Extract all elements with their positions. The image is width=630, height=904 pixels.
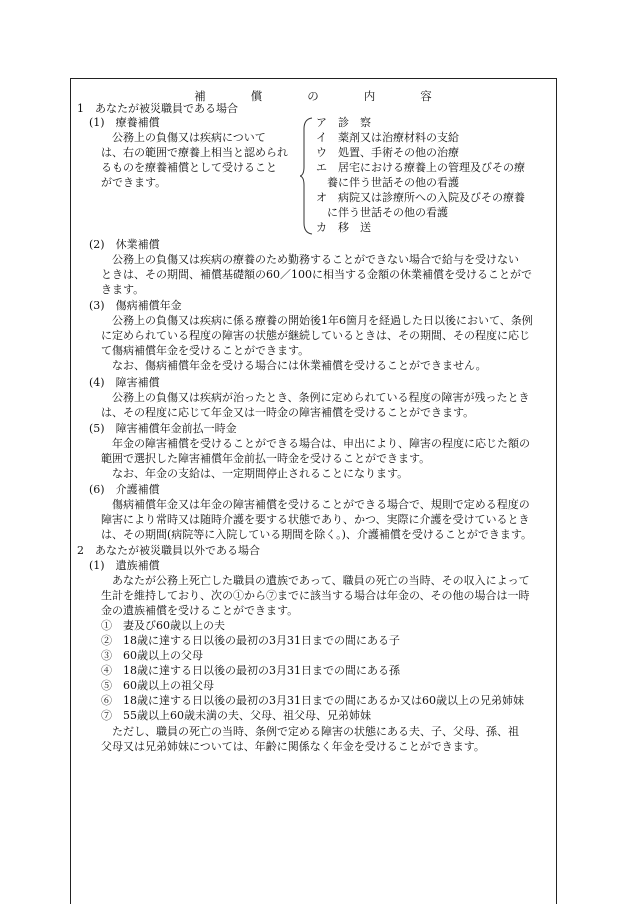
title-char: 償 <box>250 89 264 103</box>
kaigo-line: 障害により常時又は随時介護を要する状態であり、かつ、実際に介護を受けているとき <box>101 513 530 526</box>
ryoyo-item: イ 薬剤又は治療材料の支給 <box>316 131 459 144</box>
izoku-list-item: ① 妻及び60歳以上の夫 <box>101 619 225 632</box>
ryoyo-desc-line: ができます。 <box>101 176 167 189</box>
ryoyo-item: 養に伴う世話その他の看護 <box>316 176 459 189</box>
ryoyo-item: に伴う世話その他の看護 <box>316 206 448 219</box>
maebarai-line: なお、年金の支給は、一定期間停止されることになります。 <box>101 467 409 480</box>
izoku-list-item: ⑥ 18歳に達する日以後の最初の3月31日までの間にあるか又は60歳以上の兄弟姉妹 <box>101 694 524 707</box>
ryoyo-desc-line: は、右の範囲で療養上相当と認められ <box>101 146 288 159</box>
kyugyo-line: ときは、その期間、補償基礎額の60／100に相当する金額の休業補償を受けることがで <box>101 268 532 281</box>
izoku-intro-line: 金の遺族補償を受けることができます。 <box>101 604 299 617</box>
izoku-intro-line: あなたが公務上死亡した職員の遺族であって、職員の死亡の当時、その収入によって <box>101 574 530 587</box>
kaigo-line: 傷病補償年金又は年金の障害補償を受けることができる場合で、規則で定める程度の <box>101 498 530 511</box>
kyugyo-line: 公務上の負傷又は疾病の療養のため勤務することができない場合で給与を受けない <box>101 253 519 266</box>
section1-heading: 1 あなたが被災職員である場合 <box>77 102 238 115</box>
kaigo-heading: (6) 介護補償 <box>89 483 160 496</box>
maebarai-line: 年金の障害補償を受けることができる場合は、申出により、障害の程度に応じた額の <box>101 437 530 450</box>
izoku-intro-line: 生計を維持しており、次の①から⑦までに該当する場合は年金の、その他の場合は一時 <box>101 589 530 602</box>
title-char: 補 <box>194 89 207 103</box>
title-char: 内 <box>363 89 377 103</box>
maebarai-heading: (5) 障害補償年金前払一時金 <box>89 422 237 435</box>
ryoyo-item: ウ 処置、手術その他の治療 <box>316 146 459 159</box>
title-char: の <box>307 89 320 103</box>
kyugyo-heading: (2) 休業補償 <box>89 238 160 251</box>
shobyo-line: なお、傷病補償年金を受ける場合には休業補償を受けることができません。 <box>101 359 487 372</box>
izoku-note-line: 父母又は兄弟姉妹については、年齢に関係なく年金を受けることができます。 <box>101 740 485 753</box>
ryoyo-item: オ 病院又は診療所への入院及びその療養 <box>316 191 525 204</box>
izoku-list-item: ④ 18歳に達する日以後の最初の3月31日までの間にある孫 <box>101 664 400 677</box>
shogai-line: は、その程度に応じて年金又は一時金の障害補償を受けることができます。 <box>101 406 475 419</box>
ryoyo-item: カ 移 送 <box>316 221 371 234</box>
maebarai-line: 範囲で選択した障害補償年金前払一時金を受けることができます。 <box>101 452 431 465</box>
kyugyo-line: きます。 <box>101 283 145 296</box>
izoku-heading: (1) 遺族補償 <box>89 559 160 572</box>
ryoyo-desc-line: るものを療養補償として受けること <box>101 161 277 174</box>
shobyo-line: て傷病補償年金を受けることができます。 <box>101 344 310 357</box>
izoku-list-item: ⑦ 55歳以上60歳未満の夫、父母、祖父母、兄弟姉妹 <box>101 709 371 722</box>
shogai-line: 公務上の負傷又は疾病が治ったとき、条例に定められている程度の障害が残ったとき <box>101 391 530 404</box>
izoku-list-item: ② 18歳に達する日以後の最初の3月31日までの間にある子 <box>101 634 400 647</box>
izoku-list-item: ⑤ 60歳以上の祖父母 <box>101 679 214 692</box>
ryoyo-item: ア 診 察 <box>316 116 371 129</box>
shobyo-heading: (3) 傷病補償年金 <box>89 299 182 312</box>
ryoyo-heading: (1) 療養補償 <box>89 116 160 129</box>
brace-icon <box>300 117 314 235</box>
section2-heading: 2 あなたが被災職員以外である場合 <box>77 544 260 557</box>
shobyo-line: 公務上の負傷又は疾病に係る療養の開始後1年6箇月を経過した日以後において、条例 <box>101 314 533 327</box>
ryoyo-item: エ 居宅における療養上の管理及びその療 <box>316 161 525 174</box>
shogai-heading: (4) 障害補償 <box>89 376 160 389</box>
ryoyo-desc-line: 公務上の負傷又は疾病について <box>101 131 266 144</box>
izoku-list-item: ③ 60歳以上の父母 <box>101 649 203 662</box>
izoku-note-line: ただし、職員の死亡の当時、条例で定める障害の状態にある夫、子、父母、孫、祖 <box>101 725 519 738</box>
kaigo-line: は、その期間(病院等に入院している期間を除く。)、介護補償を受けることができます。 <box>101 528 532 541</box>
title-char: 容 <box>420 89 433 103</box>
shobyo-line: に定められている程度の障害の状態が継続しているときは、その期間、その程度に応じ <box>101 329 530 342</box>
document-frame <box>70 78 557 904</box>
